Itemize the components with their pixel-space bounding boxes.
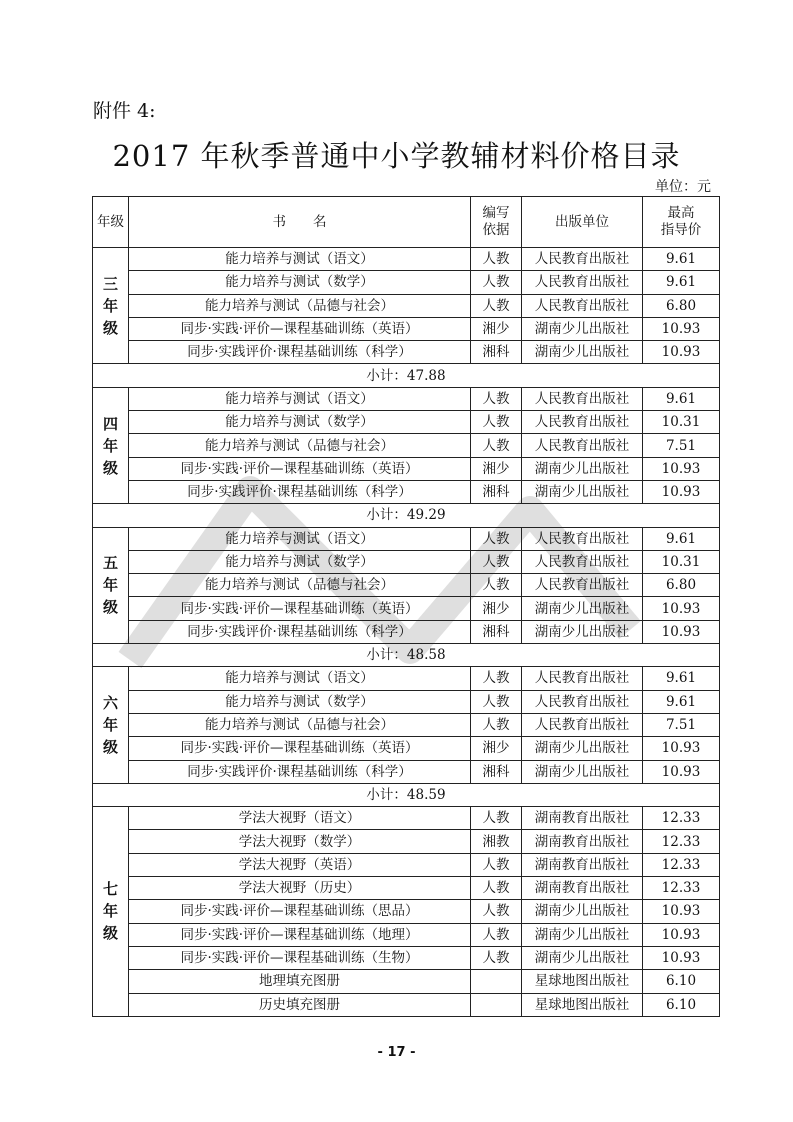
grade-char: 年 <box>102 436 118 455</box>
book-name-cell: 能力培养与测试（品德与社会） <box>129 713 471 736</box>
basis-cell: 人教 <box>471 294 522 317</box>
basis-cell: 人教 <box>471 248 522 271</box>
table-row <box>93 574 720 597</box>
price-cell: 10.31 <box>643 411 720 434</box>
price-cell: 10.93 <box>643 923 720 946</box>
book-name-cell: 同步·实践评价·课程基础训练（科学） <box>129 341 471 364</box>
basis-cell: 人教 <box>471 877 522 900</box>
price-catalog-table <box>92 196 720 1017</box>
price-cell: 12.33 <box>643 877 720 900</box>
publisher-cell: 湖南少儿出版社 <box>522 760 643 783</box>
book-name-cell: 同步·实践评价·课程基础训练（科学） <box>129 760 471 783</box>
basis-cell: 湘科 <box>471 341 522 364</box>
basis-cell: 湘少 <box>471 317 522 340</box>
book-name-cell: 学法大视野（数学） <box>129 830 471 853</box>
price-cell: 10.93 <box>643 341 720 364</box>
basis-cell: 人教 <box>471 411 522 434</box>
price-cell: 12.33 <box>643 807 720 830</box>
basis-cell: 湘科 <box>471 620 522 643</box>
publisher-cell: 湖南少儿出版社 <box>522 457 643 480</box>
book-name-cell: 同步·实践·评价—课程基础训练（英语） <box>129 457 471 480</box>
grade-cell <box>93 527 129 643</box>
publisher-cell: 湖南少儿出版社 <box>522 597 643 620</box>
price-cell: 10.93 <box>643 946 720 969</box>
book-name-cell: 能力培养与测试（数学） <box>129 411 471 434</box>
price-cell: 6.10 <box>643 993 720 1016</box>
book-name-cell: 地理填充图册 <box>129 970 471 993</box>
subtotal-row <box>93 644 720 667</box>
basis-cell: 人教 <box>471 713 522 736</box>
publisher-cell: 人民教育出版社 <box>522 527 643 550</box>
subtotal-row <box>93 783 720 806</box>
basis-cell: 人教 <box>471 900 522 923</box>
table-row <box>93 737 720 760</box>
book-name-cell: 同步·实践·评价—课程基础训练（英语） <box>129 597 471 620</box>
book-name-cell: 历史填充图册 <box>129 993 471 1016</box>
basis-cell: 湘少 <box>471 457 522 480</box>
basis-cell <box>471 993 522 1016</box>
price-cell: 10.93 <box>643 597 720 620</box>
grade-char: 级 <box>102 458 118 477</box>
basis-cell: 人教 <box>471 667 522 690</box>
grade-char: 七 <box>102 880 118 899</box>
table-row <box>93 853 720 876</box>
price-cell: 7.51 <box>643 434 720 457</box>
publisher-cell: 湖南少儿出版社 <box>522 946 643 969</box>
table-row <box>93 713 720 736</box>
book-name-cell: 同步·实践·评价—课程基础训练（地理） <box>129 923 471 946</box>
book-name-cell: 学法大视野（历史） <box>129 877 471 900</box>
publisher-cell: 人民教育出版社 <box>522 248 643 271</box>
publisher-cell: 星球地图出版社 <box>522 970 643 993</box>
publisher-cell: 湖南少儿出版社 <box>522 923 643 946</box>
price-cell: 9.61 <box>643 387 720 410</box>
publisher-cell: 人民教育出版社 <box>522 294 643 317</box>
price-cell: 9.61 <box>643 690 720 713</box>
basis-cell: 人教 <box>471 853 522 876</box>
table-row <box>93 550 720 573</box>
table-row <box>93 411 720 434</box>
subtotal-cell: 小计：48.59 <box>93 783 720 806</box>
basis-cell: 人教 <box>471 690 522 713</box>
publisher-cell: 人民教育出版社 <box>522 411 643 434</box>
grade-char: 三 <box>102 274 118 293</box>
table-row <box>93 620 720 643</box>
table-header-row <box>93 197 720 248</box>
basis-cell: 人教 <box>471 946 522 969</box>
price-cell: 6.80 <box>643 294 720 317</box>
publisher-cell: 湖南教育出版社 <box>522 877 643 900</box>
grade-cell <box>93 667 129 783</box>
grade-char: 级 <box>102 318 118 337</box>
page-title: 2017 年秋季普通中小学教辅材料价格目录 <box>112 139 681 173</box>
table-row <box>93 877 720 900</box>
subtotal-cell: 小计：49.29 <box>93 504 720 527</box>
basis-cell: 湘少 <box>471 737 522 760</box>
header-price: 最高 指导价 <box>643 197 720 248</box>
table-row <box>93 993 720 1016</box>
subtotal-row <box>93 504 720 527</box>
price-cell: 10.93 <box>643 737 720 760</box>
publisher-cell: 湖南少儿出版社 <box>522 480 643 503</box>
table-row <box>93 387 720 410</box>
publisher-cell: 湖南少儿出版社 <box>522 900 643 923</box>
table-row <box>93 923 720 946</box>
price-cell: 10.93 <box>643 457 720 480</box>
basis-cell: 人教 <box>471 387 522 410</box>
table-row <box>93 760 720 783</box>
basis-cell: 人教 <box>471 807 522 830</box>
price-cell: 10.93 <box>643 317 720 340</box>
price-cell: 7.51 <box>643 713 720 736</box>
basis-cell: 湘科 <box>471 760 522 783</box>
grade-cell <box>93 387 129 503</box>
basis-cell: 湘少 <box>471 597 522 620</box>
book-name-cell: 同步·实践·评价—课程基础训练（思品） <box>129 900 471 923</box>
basis-cell: 人教 <box>471 574 522 597</box>
basis-cell: 人教 <box>471 527 522 550</box>
grade-char: 年 <box>102 296 118 315</box>
grade-char: 级 <box>102 924 118 943</box>
price-cell: 10.31 <box>643 550 720 573</box>
subtotal-cell: 小计：47.88 <box>93 364 720 387</box>
price-cell: 9.61 <box>643 667 720 690</box>
grade-char: 年 <box>102 576 118 595</box>
publisher-cell: 人民教育出版社 <box>522 271 643 294</box>
book-name-cell: 同步·实践·评价—课程基础训练（英语） <box>129 317 471 340</box>
publisher-cell: 人民教育出版社 <box>522 667 643 690</box>
table-row <box>93 667 720 690</box>
basis-cell <box>471 970 522 993</box>
book-name-cell: 能力培养与测试（语文） <box>129 667 471 690</box>
table-body <box>93 248 720 1017</box>
price-cell: 12.33 <box>643 830 720 853</box>
subtotal-row <box>93 364 720 387</box>
publisher-cell: 人民教育出版社 <box>522 387 643 410</box>
publisher-cell: 湖南教育出版社 <box>522 807 643 830</box>
table-row <box>93 527 720 550</box>
grade-char: 级 <box>102 738 118 757</box>
table-row <box>93 294 720 317</box>
publisher-cell: 湖南教育出版社 <box>522 830 643 853</box>
page-number: - 17 - <box>377 1045 416 1060</box>
price-cell: 10.93 <box>643 480 720 503</box>
book-name-cell: 能力培养与测试（数学） <box>129 550 471 573</box>
publisher-cell: 湖南少儿出版社 <box>522 317 643 340</box>
basis-cell: 人教 <box>471 434 522 457</box>
publisher-cell: 人民教育出版社 <box>522 713 643 736</box>
table-row <box>93 900 720 923</box>
price-cell: 6.10 <box>643 970 720 993</box>
publisher-cell: 人民教育出版社 <box>522 690 643 713</box>
unit-label: 单位：元 <box>655 179 711 195</box>
basis-cell: 人教 <box>471 550 522 573</box>
book-name-cell: 能力培养与测试（语文） <box>129 387 471 410</box>
book-name-cell: 同步·实践·评价—课程基础训练（英语） <box>129 737 471 760</box>
book-name-cell: 同步·实践·评价—课程基础训练（生物） <box>129 946 471 969</box>
basis-cell: 人教 <box>471 271 522 294</box>
header-book-name: 书 名 <box>129 197 471 248</box>
table-row <box>93 271 720 294</box>
publisher-cell: 湖南少儿出版社 <box>522 341 643 364</box>
basis-cell: 湘科 <box>471 480 522 503</box>
grade-char: 五 <box>102 554 118 573</box>
table-row <box>93 970 720 993</box>
grade-char: 年 <box>102 716 118 735</box>
publisher-cell: 人民教育出版社 <box>522 434 643 457</box>
book-name-cell: 同步·实践评价·课程基础训练（科学） <box>129 620 471 643</box>
price-cell: 10.93 <box>643 900 720 923</box>
price-cell: 9.61 <box>643 527 720 550</box>
table-row <box>93 248 720 271</box>
book-name-cell: 能力培养与测试（品德与社会） <box>129 574 471 597</box>
book-name-cell: 学法大视野（英语） <box>129 853 471 876</box>
publisher-cell: 人民教育出版社 <box>522 550 643 573</box>
grade-cell <box>93 807 129 1017</box>
publisher-cell: 湖南教育出版社 <box>522 853 643 876</box>
price-cell: 10.93 <box>643 620 720 643</box>
book-name-cell: 同步·实践评价·课程基础训练（科学） <box>129 480 471 503</box>
grade-char: 级 <box>102 598 118 617</box>
table-row <box>93 597 720 620</box>
basis-cell: 人教 <box>471 923 522 946</box>
attachment-label: 附件 4: <box>93 100 156 122</box>
table-row <box>93 830 720 853</box>
book-name-cell: 能力培养与测试（语文） <box>129 527 471 550</box>
price-cell: 10.93 <box>643 760 720 783</box>
table-row <box>93 807 720 830</box>
book-name-cell: 学法大视野（语文） <box>129 807 471 830</box>
book-name-cell: 能力培养与测试（数学） <box>129 690 471 713</box>
table-row <box>93 946 720 969</box>
subtotal-cell: 小计：48.58 <box>93 644 720 667</box>
table-row <box>93 457 720 480</box>
price-cell: 6.80 <box>643 574 720 597</box>
header-basis: 编写 依据 <box>471 197 522 248</box>
grade-char: 年 <box>102 902 118 921</box>
header-grade: 年级 <box>93 197 129 248</box>
publisher-cell: 湖南少儿出版社 <box>522 737 643 760</box>
book-name-cell: 能力培养与测试（语文） <box>129 248 471 271</box>
header-publisher: 出版单位 <box>522 197 643 248</box>
basis-cell: 湘教 <box>471 830 522 853</box>
price-cell: 9.61 <box>643 248 720 271</box>
book-name-cell: 能力培养与测试（品德与社会） <box>129 434 471 457</box>
publisher-cell: 星球地图出版社 <box>522 993 643 1016</box>
publisher-cell: 人民教育出版社 <box>522 574 643 597</box>
table-row <box>93 317 720 340</box>
table-row <box>93 341 720 364</box>
table-row <box>93 690 720 713</box>
book-name-cell: 能力培养与测试（品德与社会） <box>129 294 471 317</box>
table-row <box>93 434 720 457</box>
price-cell: 9.61 <box>643 271 720 294</box>
grade-char: 六 <box>102 694 118 713</box>
table-row <box>93 480 720 503</box>
grade-char: 四 <box>102 414 118 433</box>
grade-cell <box>93 248 129 364</box>
book-name-cell: 能力培养与测试（数学） <box>129 271 471 294</box>
publisher-cell: 湖南少儿出版社 <box>522 620 643 643</box>
price-cell: 12.33 <box>643 853 720 876</box>
